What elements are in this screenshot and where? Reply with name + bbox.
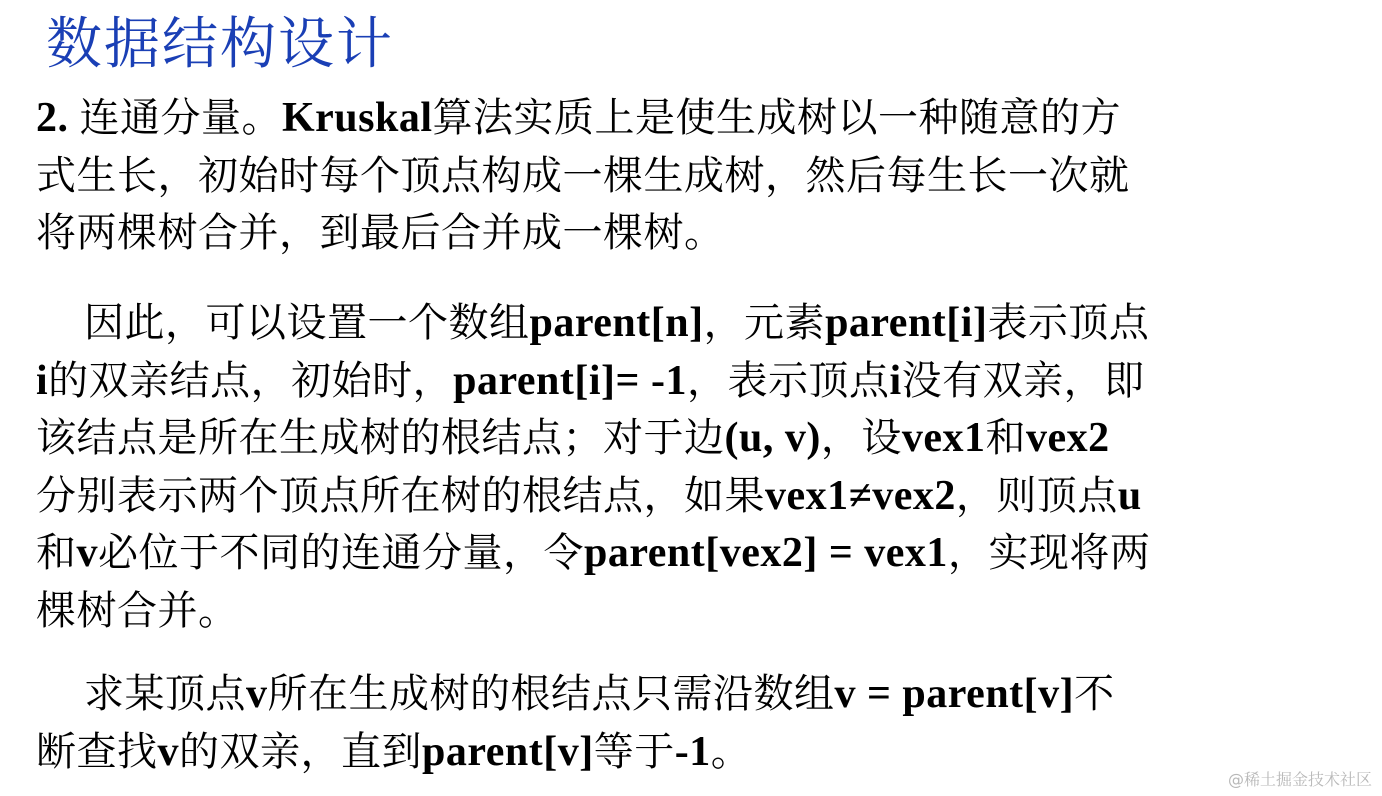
text-run: 将两棵树合并，到最后合并成一棵树。 xyxy=(36,210,725,256)
code-term: parent[i] xyxy=(825,300,988,346)
text-run: 断查找 xyxy=(36,728,158,775)
code-term: vex2 xyxy=(1026,415,1110,461)
paragraph-parent-array xyxy=(36,295,1356,640)
text-run: 因此，可以设置一个数组 xyxy=(84,300,530,346)
code-term: parent[n] xyxy=(529,300,704,346)
text-line xyxy=(36,205,1356,263)
text-run: 的双亲，直到 xyxy=(179,728,422,775)
paragraph-find-root xyxy=(36,666,1356,781)
text-run: 式生长，初始时每个顶点构成一棵生成树，然后每生长一次就 xyxy=(36,152,1130,199)
text-line xyxy=(36,295,1356,353)
text-run: ，设 xyxy=(820,415,902,461)
text-run: 算法实质上是使生成树以一种随意的方 xyxy=(432,95,1122,141)
text-run: ，元素 xyxy=(703,300,826,346)
text-run: 必位于不同的连通分量，令 xyxy=(98,530,584,576)
text-line xyxy=(36,468,1356,526)
text-run: 该结点是所在生成树的根结点；对于边 xyxy=(36,415,725,461)
text-run: 连通分量。 xyxy=(79,95,282,141)
code-term: v xyxy=(76,530,98,576)
code-term: -1 xyxy=(674,728,711,775)
text-run: ，实现将两 xyxy=(947,530,1151,576)
code-term: v xyxy=(246,671,268,717)
text-run: 和 xyxy=(985,415,1026,461)
text-run: 等于 xyxy=(593,728,675,775)
text-line xyxy=(36,525,1356,583)
text-run: 没有双亲，即 xyxy=(901,357,1145,404)
code-term: v xyxy=(157,728,179,775)
text-line xyxy=(36,583,1356,641)
code-term: vex1≠vex2 xyxy=(765,472,956,519)
text-run: 求某顶点 xyxy=(84,671,246,717)
page-title: 数据结构设计 xyxy=(46,12,394,77)
code-term: v = parent[v] xyxy=(834,671,1075,717)
code-term: Kruskal xyxy=(282,95,433,141)
text-line xyxy=(36,90,1356,148)
text-run: 所在生成树的根结点只需沿数组 xyxy=(267,671,835,717)
code-term: parent[i]= -1 xyxy=(453,357,687,404)
code-term: 2. xyxy=(36,95,80,141)
code-term: parent[v] xyxy=(422,728,594,775)
text-run: 表示顶点 xyxy=(987,300,1150,346)
code-term: i xyxy=(889,357,902,404)
text-line xyxy=(36,724,1356,782)
text-line xyxy=(36,353,1356,411)
watermark: @稀土掘金技术社区 xyxy=(1227,770,1372,789)
code-term: u xyxy=(1117,472,1142,519)
text-run: 。 xyxy=(710,728,752,775)
text-line xyxy=(36,666,1356,724)
code-term: parent[vex2] = vex1 xyxy=(584,530,948,576)
text-run: 棵树合并。 xyxy=(36,587,239,634)
text-run: 的双亲结点，初始时， xyxy=(48,357,454,404)
text-line xyxy=(36,148,1356,206)
text-run: 分别表示两个顶点所在树的根结点，如果 xyxy=(36,472,765,519)
code-term: i xyxy=(36,357,49,404)
text-run: ，表示顶点 xyxy=(686,357,890,404)
paragraph-kruskal xyxy=(36,90,1356,263)
code-term: (u, v) xyxy=(724,415,821,461)
code-term: vex1 xyxy=(901,415,986,461)
text-run: ，则顶点 xyxy=(955,472,1118,519)
text-run: 和 xyxy=(36,530,77,576)
text-run: 不 xyxy=(1074,671,1115,717)
text-line xyxy=(36,410,1356,468)
